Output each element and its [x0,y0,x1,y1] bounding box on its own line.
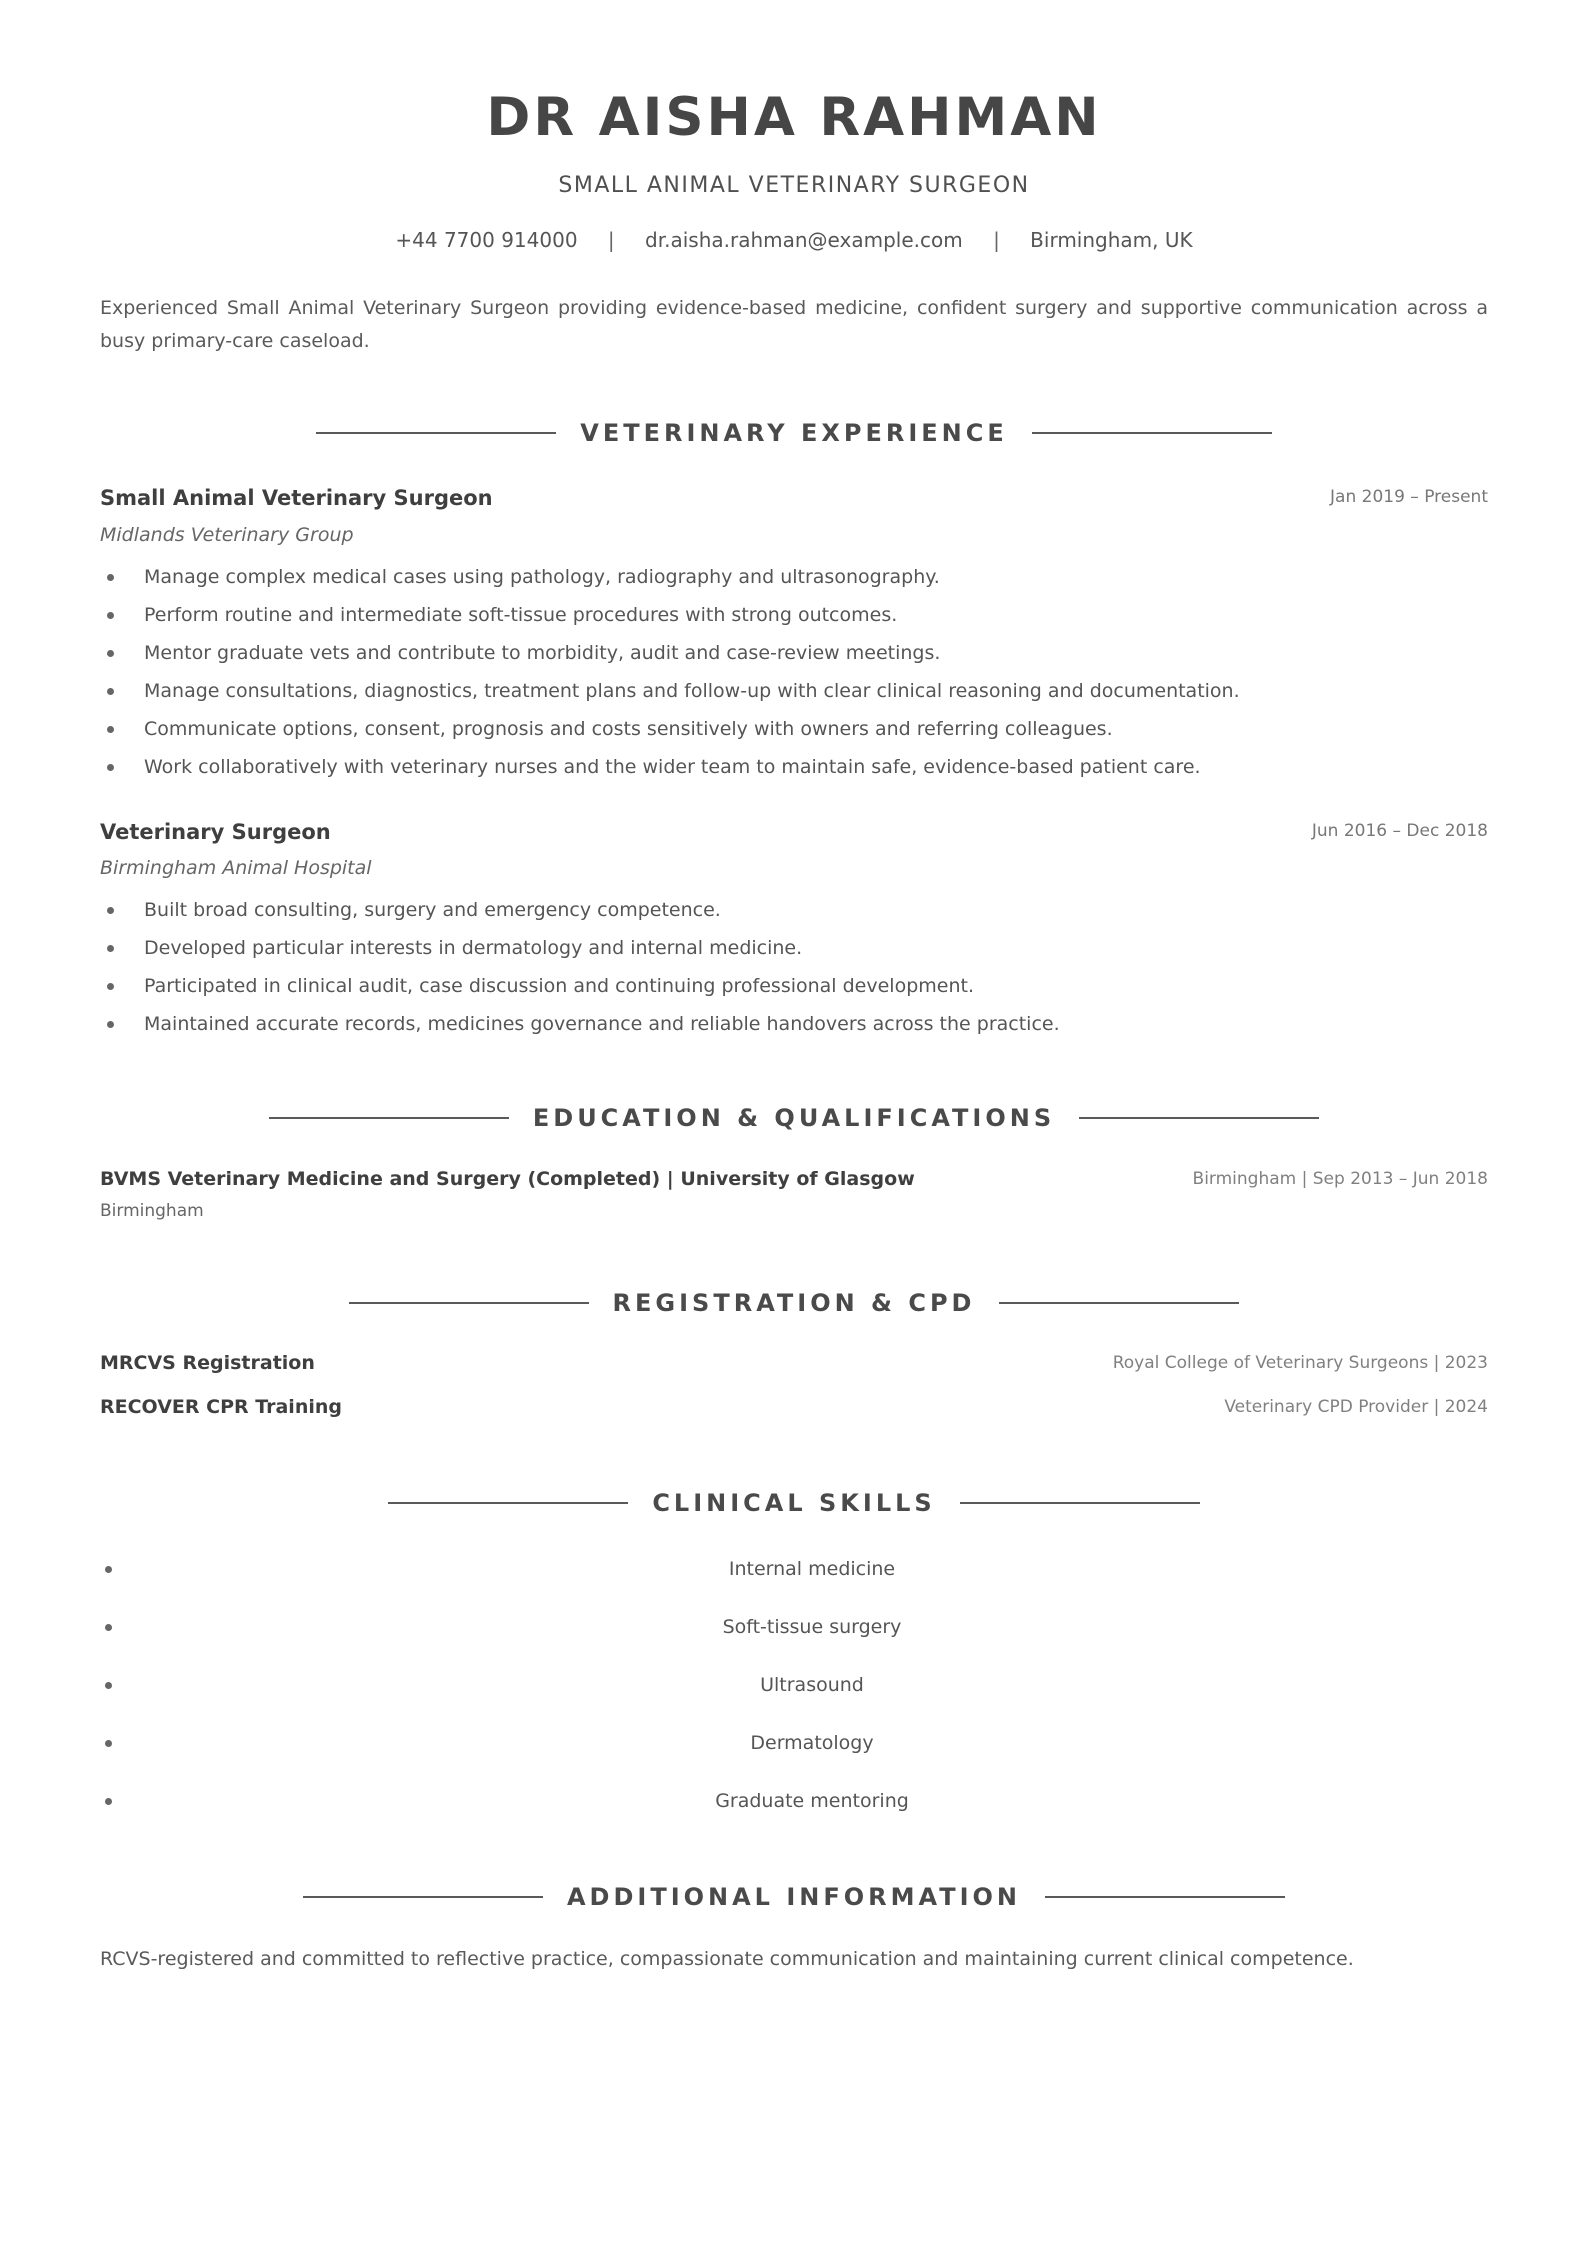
registration-title: RECOVER CPR Training [100,1396,342,1418]
heading-rule [999,1302,1239,1304]
section-heading-registration [100,1286,1488,1320]
list-item [100,634,1488,672]
additional-information: RCVS-registered and committed to reflective practice, compassionate communication and maintaining current clinical competence. [100,1948,1354,1970]
section-heading-additional [100,1880,1488,1914]
heading-rule [303,1896,543,1898]
list-item [100,967,1488,1005]
contact-line [100,227,1488,253]
bullet-icon [105,1798,112,1805]
degree-meta: Birmingham | Sep 2013 – Jun 2018 [1192,1169,1488,1189]
bullet-text: Participated in clinical audit, case discussion and continuing professional development. [144,975,974,997]
bullet-icon [107,726,114,733]
registration-meta: Veterinary CPD Provider | 2024 [1224,1397,1488,1417]
section-title: CLINICAL SKILLS [652,1489,936,1517]
heading-rule [1079,1117,1319,1119]
location: Birmingham, UK [1030,228,1193,252]
bullet-text: Manage complex medical cases using pathology, radiography and ultrasonography. [144,566,940,588]
list-item [100,596,1488,634]
list-item [100,929,1488,967]
job-title: Small Animal Veterinary Surgeon [100,486,493,510]
bullet-text: Manage consultations, diagnostics, treatment plans and follow-up with clear clinical reasoning and documentation. [144,680,1240,702]
bullet-icon [107,1021,114,1028]
heading-rule [349,1302,589,1304]
candidate-name: DR AISHA RAHMAN [486,87,1102,148]
skill-name: Soft-tissue surgery [722,1616,902,1638]
section-title: VETERINARY EXPERIENCE [580,419,1008,447]
heading-rule [1032,432,1272,434]
heading-rule [960,1502,1200,1504]
degree-location: Birmingham [100,1201,204,1221]
section-title: EDUCATION & QUALIFICATIONS [532,1104,1056,1132]
bullet-text: Mentor graduate vets and contribute to morbidity, audit and case-review meetings. [144,642,941,664]
bullet-icon [107,764,114,771]
list-item [100,891,1488,929]
job-dates: Jun 2016 – Dec 2018 [1311,821,1488,841]
list-item [100,1714,1488,1772]
list-item [100,558,1488,596]
heading-rule [388,1502,628,1504]
bullet-text: Developed particular interests in dermatology and internal medicine. [144,937,803,959]
registration-title: MRCVS Registration [100,1352,315,1374]
section-title: ADDITIONAL INFORMATION [566,1883,1022,1911]
bullet-text: Maintained accurate records, medicines governance and reliable handovers across the practice. [144,1013,1060,1035]
bullet-text: Work collaboratively with veterinary nurses and the wider team to maintain safe, evidence-based patient care. [144,756,1201,778]
list-item [100,1540,1488,1598]
bullet-text: Perform routine and intermediate soft-tissue procedures with strong outcomes. [144,604,898,626]
job-bullet-list [100,558,1488,786]
company-name: Birmingham Animal Hospital [100,857,372,879]
list-item [100,1772,1488,1830]
skills-list [100,1540,1488,1830]
bullet-icon [105,1682,112,1689]
contact-separator: | [993,228,1000,252]
bullet-text: Built broad consulting, surgery and emergency competence. [144,899,721,921]
skill-name: Dermatology [750,1732,874,1754]
list-item [100,710,1488,748]
bullet-icon [105,1566,112,1573]
heading-rule [1045,1896,1285,1898]
bullet-icon [107,688,114,695]
degree-title: BVMS Veterinary Medicine and Surgery (Completed) | University of Glasgow [100,1168,915,1190]
bullet-icon [105,1740,112,1747]
list-item [100,1656,1488,1714]
section-heading-experience [100,416,1488,450]
job-title-headline: SMALL ANIMAL VETERINARY SURGEON [558,173,1030,198]
professional-summary: Experienced Small Animal Veterinary Surgeon providing evidence-based medicine, confident surgery and supportive communication across a busy primary-care caseload. [100,297,1488,352]
job-bullet-list [100,891,1488,1043]
list-item [100,1005,1488,1043]
bullet-icon [107,574,114,581]
section-title: REGISTRATION & CPD [612,1289,976,1317]
skill-name: Internal medicine [728,1558,896,1580]
skill-name: Ultrasound [760,1674,864,1696]
list-item [100,672,1488,710]
section-heading-education [100,1101,1488,1135]
skill-name: Graduate mentoring [715,1790,909,1812]
phone-number[interactable]: +44 7700 914000 [395,228,578,252]
bullet-icon [105,1624,112,1631]
company-name: Midlands Veterinary Group [100,524,354,546]
bullet-text: Communicate options, consent, prognosis and costs sensitively with owners and referring colleagues. [144,718,1113,740]
bullet-icon [107,945,114,952]
heading-rule [316,432,556,434]
list-item [100,748,1488,786]
contact-separator: | [607,228,615,252]
bullet-icon [107,650,114,657]
section-heading-skills [100,1486,1488,1520]
job-title: Veterinary Surgeon [100,820,331,844]
bullet-icon [107,907,114,914]
job-dates: Jan 2019 – Present [1330,487,1488,507]
heading-rule [269,1117,509,1119]
bullet-icon [107,612,114,619]
list-item [100,1598,1488,1656]
email-address[interactable]: dr.aisha.rahman@example.com [645,228,963,252]
registration-meta: Royal College of Veterinary Surgeons | 2023 [1112,1353,1488,1373]
bullet-icon [107,983,114,990]
